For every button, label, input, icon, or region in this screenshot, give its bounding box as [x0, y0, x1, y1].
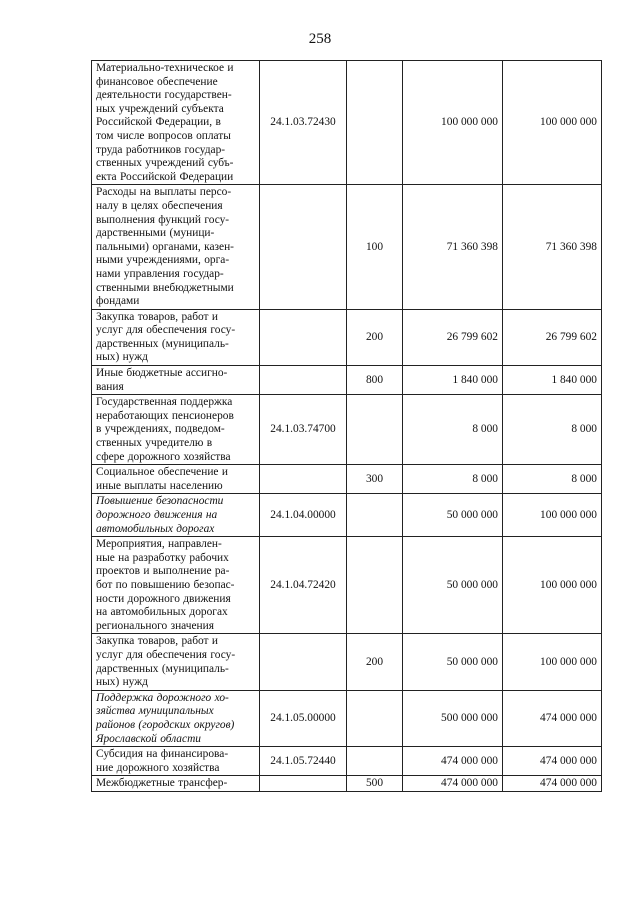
expense-type-cell: [347, 537, 403, 634]
row-name-line: Социальное обеспечение и: [96, 466, 228, 479]
row-name-line: ственными внебюджетными: [96, 281, 234, 294]
target-article-cell: 24.1.03.74700: [260, 395, 347, 465]
row-name-cell: [92, 494, 260, 537]
row-name-line: деятельности государствен-: [96, 89, 232, 102]
year1-amount-cell: 50 000 000: [403, 634, 503, 690]
row-name-line: вания: [96, 380, 124, 393]
row-name-line: дарственных (муниципаль-: [96, 337, 229, 350]
page-number: 258: [308, 31, 332, 47]
year1-amount-cell: 50 000 000: [403, 537, 503, 634]
expense-type-cell: [347, 61, 403, 185]
target-article-cell: 24.1.03.72430: [260, 61, 347, 185]
row-name-line: труда работников государ-: [96, 143, 226, 156]
year1-amount-cell: 50 000 000: [403, 494, 503, 537]
target-article-cell: 24.1.04.72420: [260, 537, 347, 634]
row-name-cell: [92, 395, 260, 465]
target-article-cell: [260, 185, 347, 309]
row-name-line: Расходы на выплаты персо-: [96, 186, 232, 199]
row-name-line: регионального значения: [96, 619, 214, 632]
target-article-cell: [260, 776, 347, 792]
year2-amount-cell: 474 000 000: [503, 776, 602, 792]
expense-type-cell: [347, 747, 403, 776]
table-row: [92, 690, 602, 746]
row-name-line: Материально-техническое и: [96, 62, 234, 74]
target-article-cell: 24.1.05.00000: [260, 690, 347, 746]
row-name-line: услуг для обеспечения госу-: [96, 324, 236, 337]
year2-amount-cell: 8 000: [503, 465, 602, 494]
table-row: [92, 61, 602, 185]
row-name-line: в учреждениях, подведом-: [96, 423, 225, 436]
year1-amount-cell: 474 000 000: [403, 747, 503, 776]
table-row: [92, 185, 602, 309]
table-row: [92, 776, 602, 792]
row-name-line: ных) нужд: [96, 351, 148, 364]
row-name-line: екта Российской Федерации: [96, 170, 234, 183]
year2-amount-cell: 8 000: [503, 395, 602, 465]
row-name-line: пальными) органами, казен-: [96, 240, 234, 253]
row-name-line: том числе вопросов оплаты: [96, 129, 231, 142]
row-name-line: Закупка товаров, работ и: [96, 310, 218, 323]
row-name-cell: [92, 465, 260, 494]
expense-type-cell: [347, 494, 403, 537]
row-name-line: Закупка товаров, работ и: [96, 635, 218, 648]
row-name-line: Государственная поддержка: [96, 396, 233, 409]
year1-amount-cell: 71 360 398: [403, 185, 503, 309]
budget-table-body: [92, 61, 602, 792]
year1-amount-cell: 500 000 000: [403, 690, 503, 746]
row-name-line: дарственных (муниципаль-: [96, 662, 229, 675]
row-name-line: фондами: [96, 295, 140, 308]
table-row: [92, 309, 602, 365]
row-name-line: Иные бюджетные ассигно-: [96, 367, 228, 380]
row-name-line: ных учреждений субъекта: [96, 102, 224, 115]
expense-type-cell: 500: [347, 776, 403, 792]
row-name-line: зяйства муниципальных: [96, 705, 214, 718]
table-row: [92, 747, 602, 776]
year2-amount-cell: 100 000 000: [503, 634, 602, 690]
year2-amount-cell: 474 000 000: [503, 690, 602, 746]
row-name-line: ных) нужд: [96, 676, 148, 689]
row-name-line: финансовое обеспечение: [96, 75, 218, 88]
year1-amount-cell: 8 000: [403, 395, 503, 465]
row-name-cell: [92, 61, 260, 185]
target-article-cell: [260, 465, 347, 494]
target-article-cell: 24.1.04.00000: [260, 494, 347, 537]
year2-amount-cell: 1 840 000: [503, 366, 602, 395]
table-row: [92, 395, 602, 465]
row-name-line: Повышение безопасности: [96, 495, 224, 508]
year1-amount-cell: 474 000 000: [403, 776, 503, 792]
target-article-cell: 24.1.05.72440: [260, 747, 347, 776]
expense-type-cell: 100: [347, 185, 403, 309]
row-name-line: Субсидия на финансирова-: [96, 748, 229, 761]
year1-amount-cell: 8 000: [403, 465, 503, 494]
row-name-cell: [92, 776, 260, 792]
row-name-line: Мероприятия, направлен-: [96, 538, 222, 551]
year1-amount-cell: 1 840 000: [403, 366, 503, 395]
expense-type-cell: 200: [347, 309, 403, 365]
row-name-cell: [92, 747, 260, 776]
year1-amount-cell: 100 000 000: [403, 61, 503, 185]
table-row: [92, 465, 602, 494]
year1-amount-cell: 26 799 602: [403, 309, 503, 365]
table-row: [92, 537, 602, 634]
expense-type-cell: [347, 690, 403, 746]
row-name-line: налу в целях обеспечения: [96, 199, 223, 212]
year2-amount-cell: 26 799 602: [503, 309, 602, 365]
row-name-cell: [92, 690, 260, 746]
row-name-line: ности дорожного движения: [96, 592, 231, 605]
row-name-cell: [92, 537, 260, 634]
year2-amount-cell: 100 000 000: [503, 494, 602, 537]
year2-amount-cell: 100 000 000: [503, 537, 602, 634]
row-name-line: ными учреждениями, орга-: [96, 254, 230, 267]
row-name-line: на автомобильных дорогах: [96, 606, 228, 619]
target-article-cell: [260, 634, 347, 690]
expense-type-cell: 800: [347, 366, 403, 395]
row-name-line: услуг для обеспечения госу-: [96, 648, 236, 661]
row-name-line: проектов и выполнение ра-: [96, 565, 230, 578]
row-name-line: выполнения функций госу-: [96, 213, 230, 226]
row-name-line: Поддержка дорожного хо-: [96, 691, 229, 704]
row-name-line: ние дорожного хозяйства: [96, 761, 220, 774]
row-name-line: районов (городских округов): [96, 718, 235, 731]
target-article-cell: [260, 309, 347, 365]
row-name-line: Межбюджетные трансфер-: [96, 777, 228, 790]
row-name-line: нами управления государ-: [96, 267, 224, 280]
table-row: [92, 366, 602, 395]
row-name-line: ные на разработку рабочих: [96, 551, 229, 564]
row-name-line: дарственными (муници-: [96, 227, 215, 240]
row-name-cell: [92, 185, 260, 309]
year2-amount-cell: 474 000 000: [503, 747, 602, 776]
row-name-line: Российской Федерации, в: [96, 116, 221, 129]
expense-type-cell: [347, 395, 403, 465]
target-article-cell: [260, 366, 347, 395]
budget-table: [91, 60, 602, 792]
year2-amount-cell: 71 360 398: [503, 185, 602, 309]
year2-amount-cell: 100 000 000: [503, 61, 602, 185]
table-row: [92, 634, 602, 690]
row-name-line: иные выплаты населению: [96, 479, 223, 492]
row-name-line: ственных учредителю в: [96, 437, 213, 450]
row-name-line: неработающих пенсионеров: [96, 409, 234, 422]
row-name-line: бот по повышению безопас-: [96, 578, 235, 591]
table-row: [92, 494, 602, 537]
row-name-cell: [92, 634, 260, 690]
row-name-line: сфере дорожного хозяйства: [96, 450, 231, 463]
row-name-line: автомобильных дорогах: [96, 522, 215, 535]
row-name-line: Ярославской области: [96, 732, 201, 745]
row-name-cell: [92, 366, 260, 395]
row-name-line: дорожного движения на: [96, 509, 218, 521]
row-name-cell: [92, 309, 260, 365]
row-name-line: ственных учреждений субъ-: [96, 157, 234, 170]
expense-type-cell: 300: [347, 465, 403, 494]
expense-type-cell: 200: [347, 634, 403, 690]
